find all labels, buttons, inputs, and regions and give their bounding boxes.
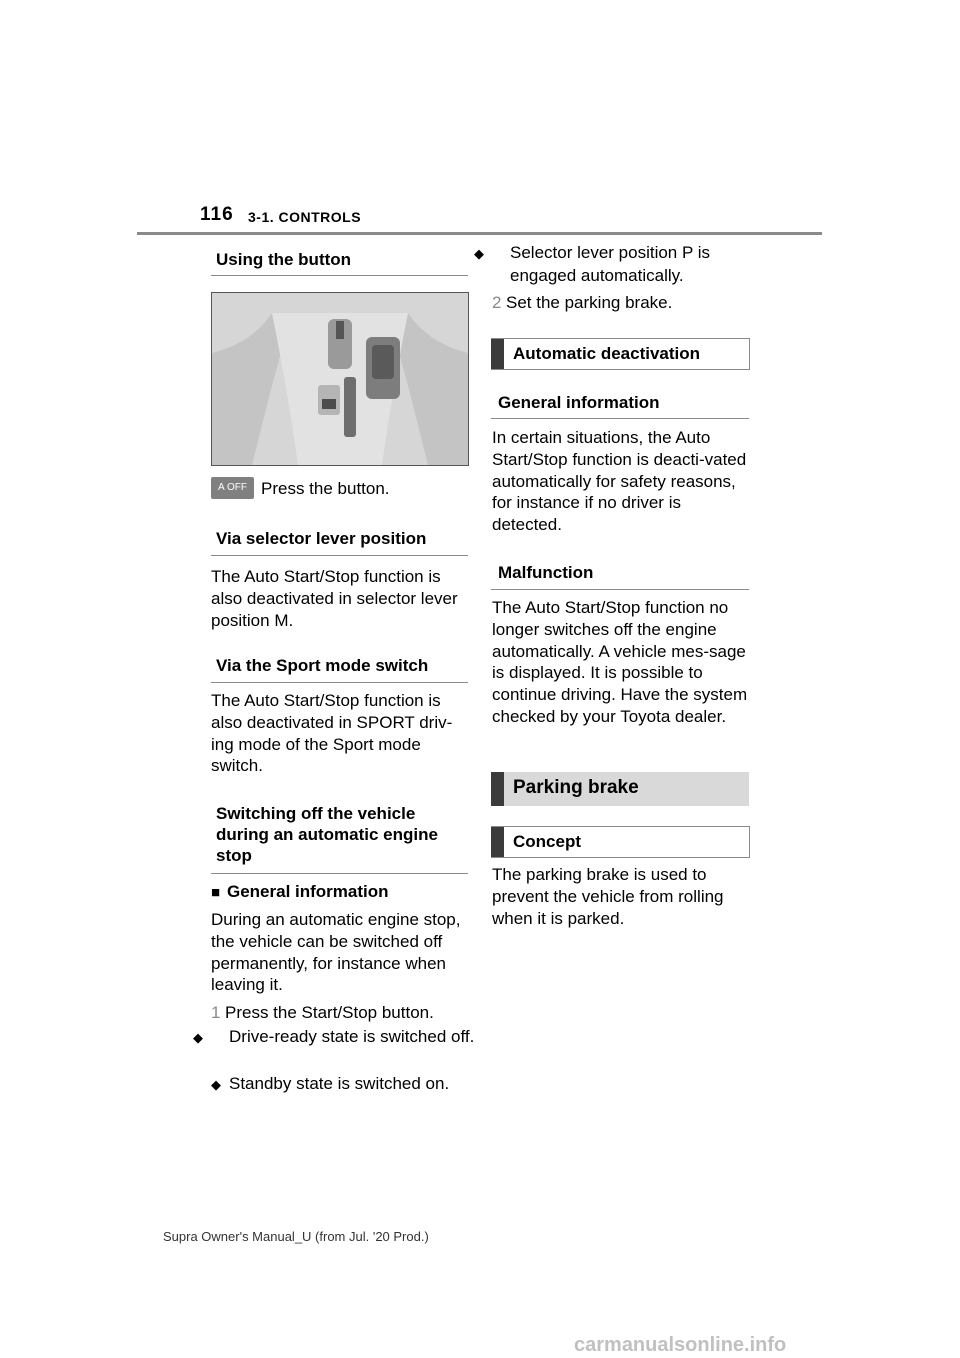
header-rule (137, 232, 822, 235)
bullet-drive-ready: ◆ Drive-ready state is switched off. (211, 1026, 487, 1049)
footer-text: Supra Owner's Manual_U (from Jul. '20 Prod.) (163, 1229, 429, 1244)
auto-start-stop-off-icon: A OFF (211, 477, 254, 499)
bullet-standby: ◆ Standby state is switched on. (211, 1073, 469, 1096)
heading-switching-off-vehicle: Switching off the vehicle during an automatic engine stop (216, 804, 438, 865)
console-photo (211, 292, 469, 466)
malfunction-paragraph: The Auto Start/Stop function no longer switches off the engine automatically. A vehicle mes-sage is displayed. It is possible to continue driving. Have the system checked by your Toyota dealer. (492, 598, 748, 726)
heading-rule (211, 275, 468, 276)
step-2: 2 Set the parking brake. (492, 293, 673, 312)
auto-deactivation-paragraph: In certain situations, the Auto Start/Stop function is deacti-vated automatically for safety reasons, for instance if no driver is detected. (492, 428, 747, 535)
bullet-icon (492, 243, 510, 262)
sport-paragraph: The Auto Start/Stop function is also deactivated in SPORT driv-ing mode of the Sport mode switch. (211, 691, 453, 776)
heading-concept: Concept (491, 826, 750, 858)
heading-rule (211, 555, 468, 556)
heading-automatic-deactivation: Automatic deactivation (491, 338, 750, 370)
watermark: carmanualsonline.info (574, 1334, 787, 1356)
concept-paragraph: The parking brake is used to prevent the vehicle from rolling when it is parked. (492, 865, 724, 928)
heading-parking-brake: Parking brake (491, 772, 749, 806)
bullet-icon (211, 1074, 229, 1093)
bullet-selector-p: ◆ Selector lever position P is engaged automatically. (492, 242, 768, 287)
heading-via-sport-mode-switch: Via the Sport mode switch (216, 656, 429, 675)
heading-malfunction: Malfunction (498, 563, 594, 582)
console-illustration (212, 293, 468, 465)
page-number: 116 (200, 204, 234, 225)
section-title: 3-1. CONTROLS (248, 209, 362, 225)
heading-via-selector-lever-position: Via selector lever position (216, 529, 427, 548)
heading-using-the-button: Using the button (216, 250, 352, 269)
bullet-icon (211, 1027, 229, 1046)
square-marker-icon: ■ (211, 884, 221, 901)
selector-paragraph: The Auto Start/Stop function is also deactivated in selector lever position M. (211, 567, 458, 630)
heading-rule (211, 682, 468, 683)
press-button-text: Press the button. (261, 479, 390, 498)
heading-rule (211, 873, 468, 874)
step-1: 1 Press the Start/Stop button. (211, 1003, 434, 1022)
heading-rule (491, 418, 749, 419)
general-info-paragraph: During an automatic engine stop, the vehicle can be switched off permanently, for instance when leaving it. (211, 910, 461, 995)
subheading-general-information: ■ General information (211, 882, 389, 901)
heading-rule (491, 589, 749, 590)
heading-general-information: General information (498, 393, 660, 412)
